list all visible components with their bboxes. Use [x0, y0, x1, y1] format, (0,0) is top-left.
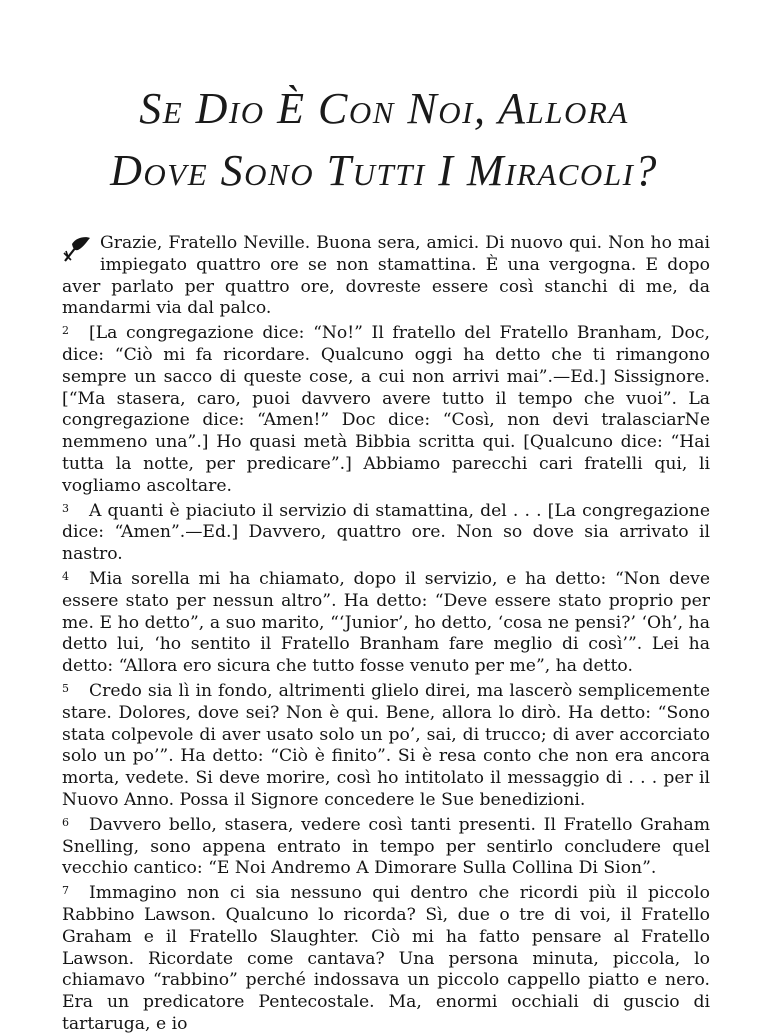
paragraph-4	[62, 566, 710, 678]
paragraph-1	[62, 233, 710, 320]
paragraph-number: 4	[62, 569, 69, 583]
paragraph-text: Grazie, Fratello Neville. Buona sera, amici. Di nuovo qui. Non ho mai impiegato quattro ore se non stamattina. È una vergogna. E dopo aver parlato per quattro ore, dovreste essere così stanchi di me, da mandarmi via dal palco.	[62, 233, 710, 319]
paragraph-text: Immagino non ci sia nessuno qui dentro che ricordi più il piccolo Rabbino Lawson. Qualcuno lo ricorda? Sì, due o tre di voi, il Fratello Graham e il Fratello Slaughter. Ciò mi ha fatto pensare al Fratello Lawson. Ricordate come cantava? Una persona minuta, piccola, lo chiamavo “rabbino” perché indossava un piccolo cappello piatto e nero. Era un predicatore Pentecostale. Ma, enormi occhiali di guscio di tartaruga, e io	[62, 883, 710, 1034]
sermon-title	[0, 78, 768, 202]
sermon-body	[62, 233, 710, 1036]
title-line-2: Dove Sono Tutti I Miracoli?	[110, 146, 658, 195]
paragraph-number: 3	[62, 501, 69, 515]
paragraph-3	[62, 498, 710, 566]
paragraph-2	[62, 320, 710, 497]
paragraph-text: A quanti è piaciuto il servizio di stamattina, del . . . [La congregazione dice: “Amen”.—Ed.] Davvero, quattro ore. Non so dove sia arrivato il nastro.	[62, 500, 710, 565]
paragraph-number: 5	[62, 681, 69, 695]
paragraph-6	[62, 812, 710, 880]
paragraph-text: [La congregazione dice: “No!” Il fratello del Fratello Branham, Doc, dice: “Ciò mi fa ricordare. Qualcuno oggi ha detto che ti rimangono sempre un sacco di queste cose, a cui non arrivi mai”.—Ed.] Sissignore. [“Ma stasera, caro, puoi davvero avere tutto il tempo che vuoi”. La congregazione dice: “Amen!” Doc dice: “Così, non devi tralasciarNe nemmeno una”.] Ho quasi metà Bibbia scritta qui. [Qualcuno dice: “Hai tutta la notte, per predicare”.] Abbiamo parecchi cari fratelli qui, li vogliamo ascoltare.	[62, 323, 710, 496]
paragraph-text: Davvero bello, stasera, vedere così tanti presenti. Il Fratello Graham Snelling, sono appena entrato in tempo per sentirlo concludere quel vecchio cantico: “E Noi Andremo A Dimorare Sulla Collina Di Sion”.	[62, 814, 710, 879]
title-line-1: Se Dio È Con Noi, Allora	[139, 84, 629, 133]
paragraph-5	[62, 678, 710, 812]
paragraph-text: Credo sia lì in fondo, altrimenti glielo direi, ma lascerò semplicemente stare. Dolores, dove sei? Non è qui. Bene, allora lo dirò. Ha detto: “Sono stata colpevole di aver usato solo un po’, sai, di trucco; di aver accorciato solo un po’”. Ha detto: “Ciò è finito”. Si è resa conto che non era ancora morta, vedete. Si deve morire, così ho intitolato il messaggio di . . . per il Nuovo Anno. Possa il Signore concedere le Sue benedizioni.	[62, 680, 710, 810]
paragraph-text: Mia sorella mi ha chiamato, dopo il servizio, e ha detto: “Non deve essere stato per nessun altro”. Ha detto: “Deve essere stato proprio per me. E ho detto”, a suo marito, “‘Junior’, ho detto, ‘cosa ne pensi?’ ‘Oh’, ha detto lui, ‘ho sentito il Fratello Branham fare meglio di così’”. Lei ha detto: “Allora ero sicura che tutto fosse venuto per me”, ha detto.	[62, 568, 710, 677]
paragraph-number: 6	[62, 815, 69, 829]
paragraph-number: 2	[62, 324, 69, 338]
paragraph-7	[62, 880, 710, 1036]
paragraph-number: 7	[62, 884, 69, 898]
quill-pen-icon	[62, 235, 92, 265]
